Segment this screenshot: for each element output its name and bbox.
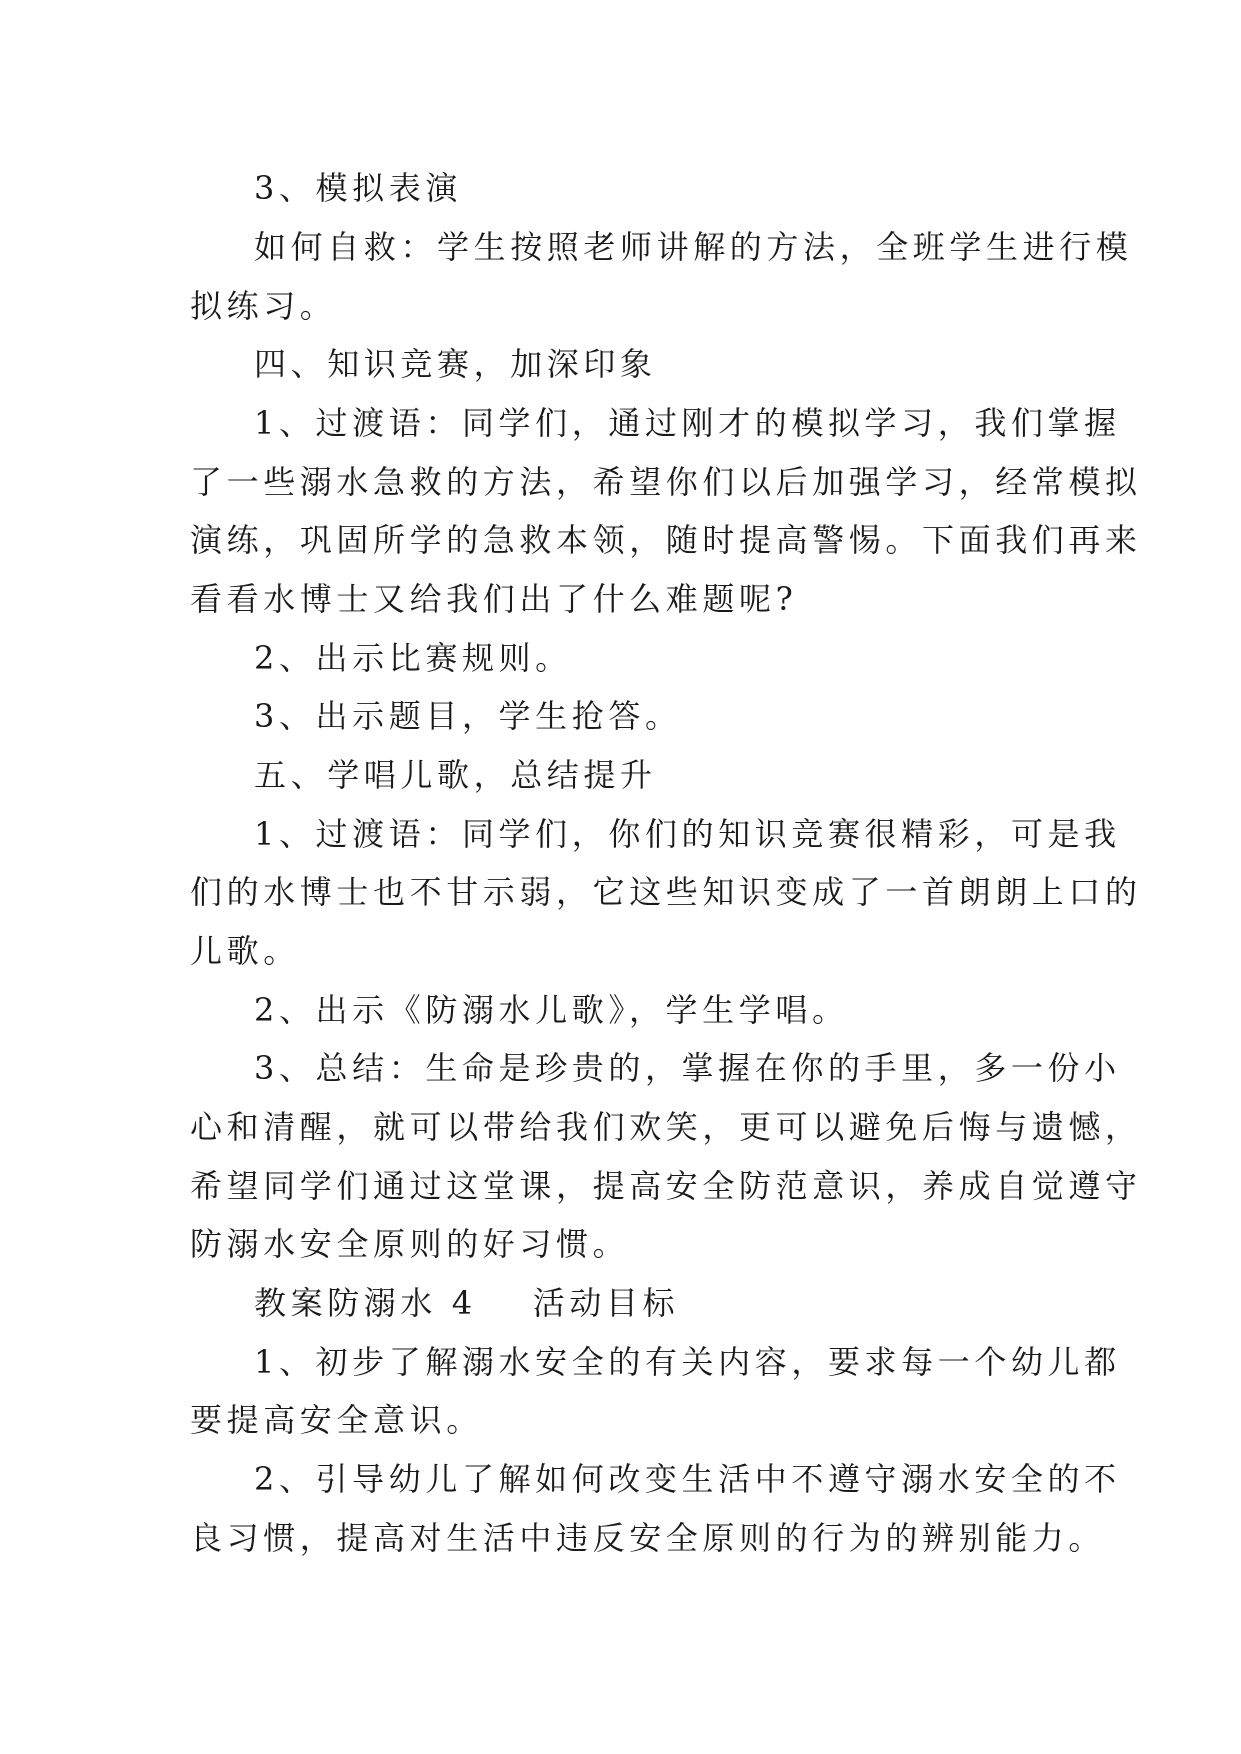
- paragraph-line: 如何自救：学生按照老师讲解的方法，全班学生进行模: [254, 228, 1133, 266]
- paragraph-line: 2、出示比赛规则。: [254, 639, 572, 677]
- paragraph-line: 3、总结：生命是珍贵的，掌握在你的手里，多一份小: [254, 1049, 1121, 1087]
- paragraph-line: 们的水博士也不甘示弱，它这些知识变成了一首朗朗上口的: [190, 873, 1142, 911]
- paragraph-line: 拟练习。: [190, 287, 337, 325]
- lesson-subtitle: 活动目标: [532, 1284, 680, 1322]
- paragraph-line: 2、出示《防溺水儿歌》，学生学唱。: [254, 991, 849, 1029]
- lesson-heading: [254, 1283, 1070, 1323]
- paragraph-line: 1、过渡语：同学们，你们的知识竞赛很精彩，可是我: [254, 815, 1121, 853]
- paragraph-line: 儿歌。: [190, 932, 300, 970]
- paragraph-line: 2、引导幼儿了解如何改变生活中不遵守溺水安全的不: [254, 1460, 1121, 1498]
- paragraph-line: 看看水博士又给我们出了什么难题呢?: [190, 580, 798, 618]
- paragraph-line: 心和清醒，就可以带给我们欢笑，更可以避免后悔与遗憾，: [190, 1108, 1142, 1146]
- section-heading: 五、学唱儿歌，总结提升: [254, 756, 657, 794]
- paragraph-line: 演练，巩固所学的急救本领，随时提高警惕。下面我们再来: [190, 521, 1142, 559]
- paragraph-line: 了一些溺水急救的方法，希望你们以后加强学习，经常模拟: [190, 463, 1142, 501]
- lesson-title: 教案防溺水 4: [254, 1284, 477, 1322]
- paragraph-line: 1、初步了解溺水安全的有关内容，要求每一个幼儿都: [254, 1343, 1121, 1381]
- paragraph-line: 希望同学们通过这堂课，提高安全防范意识，养成自觉遵守: [190, 1167, 1142, 1205]
- paragraph-line: 要提高安全意识。: [190, 1401, 483, 1439]
- paragraph-line: 1、过渡语：同学们，通过刚才的模拟学习，我们掌握: [254, 404, 1121, 442]
- section-heading: 四、知识竞赛，加深印象: [254, 345, 657, 383]
- paragraph-line: 良习惯，提高对生活中违反安全原则的行为的辨别能力。: [190, 1519, 1106, 1557]
- paragraph-line: 3、出示题目，学生抢答。: [254, 697, 682, 735]
- paragraph-line: 防溺水安全原则的好习惯。: [190, 1225, 630, 1263]
- paragraph-line: 3、模拟表演: [254, 169, 462, 207]
